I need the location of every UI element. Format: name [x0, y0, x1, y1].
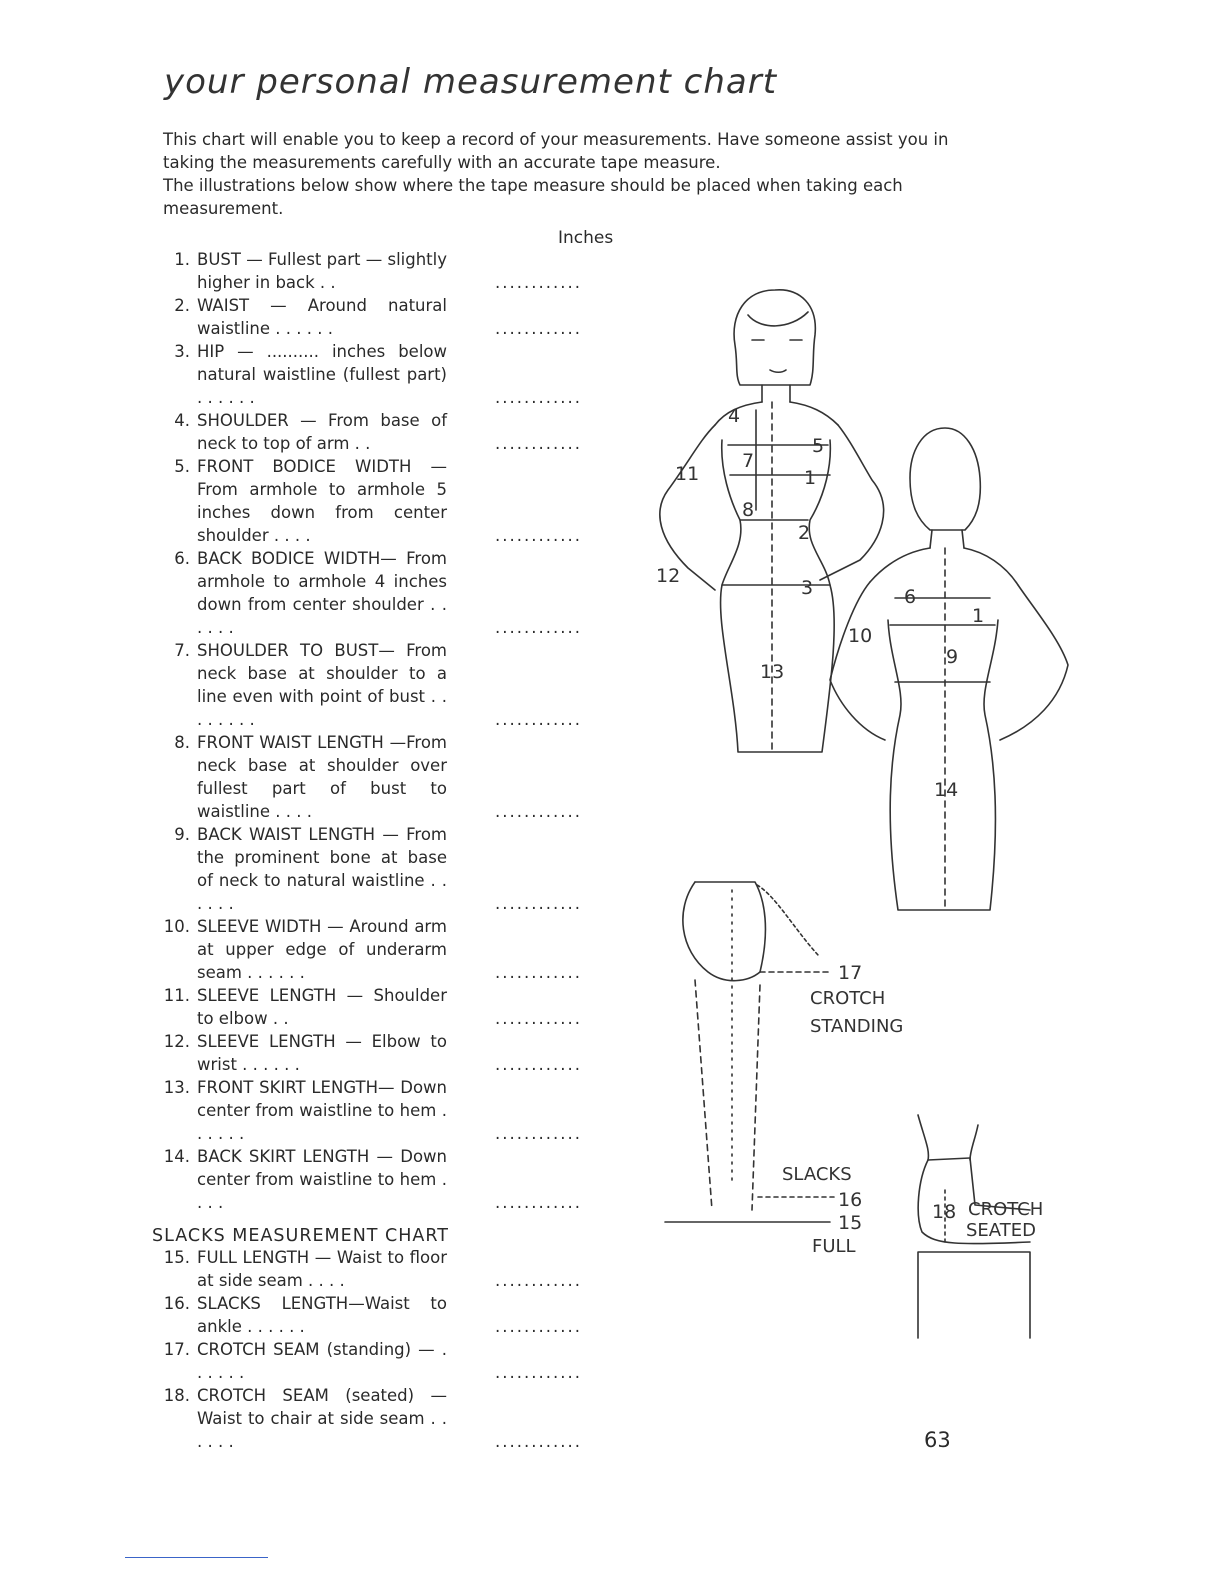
entry-blank[interactable]: ............ — [495, 894, 582, 913]
intro-paragraph-1: This chart will enable you to keep a record of your measurements. Have someone assist you in taking the measurements carefully with an accurate tape measure. — [163, 130, 949, 172]
entry-blank[interactable]: ............ — [495, 963, 582, 982]
back-figure — [830, 428, 1068, 910]
item-number: 14. — [163, 1147, 190, 1166]
item-label: SLEEVE LENGTH — Shoulder to elbow . . — [197, 986, 447, 1028]
label-crotch-seated: CROTCH — [968, 1199, 1044, 1220]
item-number: 11. — [163, 986, 190, 1005]
item-label: SHOULDER TO BUST— From neck base at shoulder to a line even with point of bust . . . . . . . . — [197, 641, 447, 729]
label-13: 13 — [760, 661, 785, 683]
label-slacks: SLACKS — [782, 1164, 852, 1185]
item-label: FRONT BODICE WIDTH — From armhole to armhole 5 inches down from center shoulder . . . . — [197, 457, 447, 545]
label-crotch: CROTCH — [810, 988, 886, 1009]
item-label: BACK BODICE WIDTH— From armhole to armhole 4 inches down from center shoulder . . . . . . — [197, 549, 447, 637]
label-9: 9 — [946, 646, 959, 668]
label-16: 16 — [838, 1189, 863, 1211]
units-header: Inches — [558, 228, 614, 248]
item-number: 1. — [174, 250, 190, 269]
item-number: 15. — [163, 1248, 190, 1267]
item-label: BACK SKIRT LENGTH — Down center from waistline to hem . . . . — [197, 1147, 447, 1212]
item-number: 9. — [174, 825, 190, 844]
item-label: SLEEVE LENGTH — Elbow to wrist . . . . . . — [197, 1032, 447, 1074]
item-label: FRONT SKIRT LENGTH— Down center from waistline to hem . . . . . . — [197, 1078, 447, 1143]
label-5: 5 — [812, 435, 825, 457]
bottom-rule — [125, 1557, 268, 1558]
label-11: 11 — [675, 463, 700, 485]
item-number: 7. — [174, 641, 190, 660]
item-label: FULL LENGTH — Waist to floor at side seam . . . . — [197, 1248, 447, 1290]
label-8: 8 — [742, 499, 755, 521]
item-label: SHOULDER — From base of neck to top of arm . . — [197, 411, 447, 453]
item-label: CROTCH SEAM (seated) — Waist to chair at side seam . . . . . . — [197, 1386, 447, 1451]
label-3: 3 — [801, 577, 814, 599]
entry-blank[interactable]: ............ — [495, 388, 582, 407]
label-12: 12 — [656, 565, 681, 587]
entry-blank[interactable]: ............ — [495, 1432, 582, 1451]
item-number: 16. — [163, 1294, 190, 1313]
item-number: 8. — [174, 733, 190, 752]
item-label: CROTCH SEAM (standing) — . . . . . . — [197, 1340, 447, 1382]
label-1-back: 1 — [972, 605, 985, 627]
item-number: 2. — [174, 296, 190, 315]
item-number: 12. — [163, 1032, 190, 1051]
entry-blank[interactable]: ............ — [495, 273, 582, 292]
label-15: 15 — [838, 1212, 863, 1234]
label-1: 1 — [804, 467, 817, 489]
label-18: 18 — [932, 1201, 957, 1223]
label-17: 17 — [838, 962, 863, 984]
item-number: 3. — [174, 342, 190, 361]
item-label: WAIST — Around natural waistline . . . . . . — [197, 296, 447, 338]
item-number: 18. — [163, 1386, 190, 1405]
slacks-heading: SLACKS MEASUREMENT CHART — [152, 1226, 449, 1246]
item-label: HIP — .......... inches below natural waistline (fullest part) . . . . . . — [197, 342, 447, 407]
item-number: 17. — [163, 1340, 190, 1359]
entry-blank[interactable]: ............ — [495, 1009, 582, 1028]
item-label: BUST — Fullest part — slightly higher in back . . — [197, 250, 447, 292]
entry-blank[interactable]: ............ — [495, 1317, 582, 1336]
entry-blank[interactable]: ............ — [495, 526, 582, 545]
label-10: 10 — [848, 625, 873, 647]
entry-blank[interactable]: ............ — [495, 1363, 582, 1382]
entry-blank[interactable]: ............ — [495, 710, 582, 729]
entry-blank[interactable]: ............ — [495, 1271, 582, 1290]
entry-blank[interactable]: ............ — [495, 319, 582, 338]
intro-paragraph-2: The illustrations below show where the tape measure should be placed when taking each measurement. — [163, 176, 903, 218]
label-standing: STANDING — [810, 1016, 904, 1037]
label-7: 7 — [742, 450, 755, 472]
entry-blank[interactable]: ............ — [495, 618, 582, 637]
label-seated: SEATED — [966, 1220, 1036, 1241]
item-number: 4. — [174, 411, 190, 430]
item-number: 5. — [174, 457, 190, 476]
label-6: 6 — [904, 586, 917, 608]
label-2: 2 — [798, 522, 811, 544]
label-4: 4 — [728, 405, 741, 427]
label-14: 14 — [934, 779, 959, 801]
item-number: 13. — [163, 1078, 190, 1097]
page-title: your personal measurement chart — [164, 62, 778, 102]
entry-blank[interactable]: ............ — [495, 1193, 582, 1212]
entry-blank[interactable]: ............ — [495, 1055, 582, 1074]
item-label: FRONT WAIST LENGTH —From neck base at shoulder over fullest part of bust to waistline . . . . — [197, 733, 447, 821]
label-full: FULL — [812, 1236, 856, 1257]
entry-blank[interactable]: ............ — [495, 1124, 582, 1143]
page-number: 63 — [924, 1428, 951, 1452]
item-label: SLEEVE WIDTH — Around arm at upper edge of underarm seam . . . . . . — [197, 917, 447, 982]
item-number: 10. — [163, 917, 190, 936]
entry-blank[interactable]: ............ — [495, 802, 582, 821]
entry-blank[interactable]: ............ — [495, 434, 582, 453]
item-number: 6. — [174, 549, 190, 568]
item-label: BACK WAIST LENGTH — From the prominent bone at base of neck to natural waistline . . . . . . — [197, 825, 447, 913]
item-label: SLACKS LENGTH—Waist to ankle . . . . . . — [197, 1294, 447, 1336]
